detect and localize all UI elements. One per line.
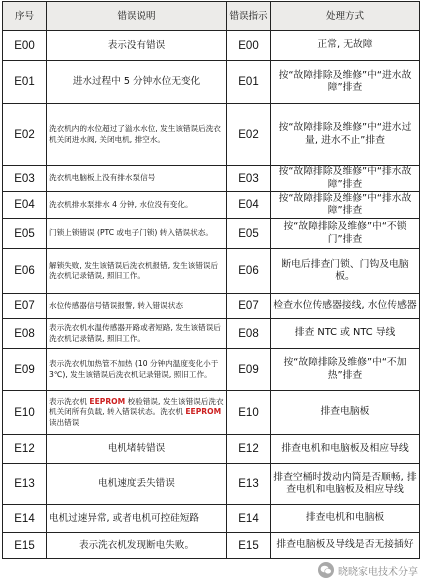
- row-action: 排查电脑板: [271, 391, 420, 435]
- row-code: E08: [3, 319, 47, 349]
- row-action: 按“故障排除及维修”中“不加热”排查: [271, 349, 420, 391]
- row-code: E13: [3, 464, 47, 505]
- row-code: E12: [3, 435, 47, 464]
- row-description: 表示没有错误: [47, 31, 227, 61]
- header-description: 错误说明: [47, 2, 227, 31]
- row-action: 断电后排查门锁、门钩及电脑板。: [271, 249, 420, 294]
- header-indicator: 错误指示: [227, 2, 271, 31]
- row-indicator: E08: [227, 319, 271, 349]
- row-indicator: E04: [227, 192, 271, 219]
- row-indicator: E15: [227, 533, 271, 559]
- wechat-icon: [318, 562, 334, 578]
- row-action: 排查空桶时拨动内筒是否顺畅, 排查电机和电脑板及相应导线: [271, 464, 420, 505]
- row-code: E05: [3, 219, 47, 249]
- row-code: E01: [3, 61, 47, 104]
- row-action: 检查水位传感器接线, 水位传感器: [271, 294, 420, 319]
- row-code: E02: [3, 104, 47, 166]
- row-description: 电机过速异常, 或者电机可控硅短路: [47, 505, 227, 533]
- row-code: E10: [3, 391, 47, 435]
- header-action: 处理方式: [271, 2, 420, 31]
- row-description: 进水过程中 5 分钟水位无变化: [47, 61, 227, 104]
- row-indicator: E02: [227, 104, 271, 166]
- row-action: 按“故障排除及维修”中“进水过量, 进水不止”排查: [271, 104, 420, 166]
- row-indicator: E05: [227, 219, 271, 249]
- row-description: 门锁上锁错误 (PTC 或电子门锁) 转入错误状态。: [47, 219, 227, 249]
- desc-text: 校验错误, 发生该错误后洗衣机关闭所有负载, 转入错误状态。洗衣机: [49, 397, 224, 417]
- header-index: 序号: [3, 2, 47, 31]
- table-row: [3, 505, 420, 533]
- row-code: E06: [3, 249, 47, 294]
- row-action: 排查电脑板及导线是否无接插好: [271, 533, 420, 559]
- table-row: [3, 533, 420, 559]
- desc-text: 读出错误: [49, 417, 80, 427]
- row-code: E15: [3, 533, 47, 559]
- row-action: 按“故障排除及维修”中“进水故障”排查: [271, 61, 420, 104]
- row-action: 排查电机和电脑板及相应导线: [271, 435, 420, 464]
- error-code-table: [2, 1, 420, 559]
- row-indicator: E03: [227, 166, 271, 192]
- desc-highlight: EEPROM: [89, 397, 126, 407]
- table-row: [3, 319, 420, 349]
- watermark-text: 晓晓家电技术分享: [338, 566, 418, 578]
- row-code: E09: [3, 349, 47, 391]
- row-description: 表示洗衣机发现断电失败。: [47, 533, 227, 559]
- row-indicator: E01: [227, 61, 271, 104]
- desc-highlight: EEPROM: [185, 407, 222, 417]
- row-action: 正常, 无故障: [271, 31, 420, 61]
- row-description: 解锁失败, 发生该错误后洗衣机报错, 发生该错误后洗衣机记录错误, 照旧工作。: [47, 249, 227, 294]
- row-code: E04: [3, 192, 47, 219]
- table-row: [3, 192, 420, 219]
- row-description: [47, 391, 227, 435]
- row-description: 洗衣机排水泵排水 4 分钟, 水位没有变化。: [47, 192, 227, 219]
- row-code: E00: [3, 31, 47, 61]
- table-row: [3, 249, 420, 294]
- row-action: 排查 NTC 或 NTC 导线: [271, 319, 420, 349]
- row-indicator: E09: [227, 349, 271, 391]
- row-action: 按“故障排除及维修”中“排水故障”排查: [271, 192, 420, 219]
- row-code: E14: [3, 505, 47, 533]
- row-indicator: E07: [227, 294, 271, 319]
- row-description: 电机堵转错误: [47, 435, 227, 464]
- table-row: [3, 349, 420, 391]
- row-indicator: E00: [227, 31, 271, 61]
- row-indicator: E14: [227, 505, 271, 533]
- row-description: 表示洗衣机加热管不加热 (10 分钟内温度变化小于 3℃), 发生该错误后洗衣机记录错误, 照旧工作。: [47, 349, 227, 391]
- table-row: [3, 61, 420, 104]
- table-row: [3, 294, 420, 319]
- row-description: 水位传感器信号错误报警, 转入错误状态: [47, 294, 227, 319]
- row-action: 按“故障排除及维修”中“不锁门”排查: [271, 219, 420, 249]
- row-indicator: E12: [227, 435, 271, 464]
- row-code: E03: [3, 166, 47, 192]
- row-description: 电机速度丢失错误: [47, 464, 227, 505]
- table-row: [3, 219, 420, 249]
- row-description: 洗衣机内的水位超过了溢水水位, 发生该错误后洗衣机关闭进水阀, 关闭电机, 排空水。: [47, 104, 227, 166]
- table-header-row: [3, 2, 420, 31]
- table-row: [3, 31, 420, 61]
- table-row: [3, 464, 420, 505]
- table-row: [3, 104, 420, 166]
- row-code: E07: [3, 294, 47, 319]
- watermark: [288, 559, 420, 581]
- row-description: 洗衣机电脑板上没有排水泵信号: [47, 166, 227, 192]
- row-indicator: E13: [227, 464, 271, 505]
- row-description: 表示洗衣机水温传感器开路或者短路, 发生该错误后洗衣机记录错误, 照旧工作。: [47, 319, 227, 349]
- table-row: [3, 391, 420, 435]
- row-action: 排查电机和电脑板: [271, 505, 420, 533]
- row-indicator: E10: [227, 391, 271, 435]
- table-row: [3, 435, 420, 464]
- row-action: 按“故障排除及维修”中“排水故障”排查: [271, 166, 420, 192]
- desc-text: 表示洗衣机: [49, 397, 90, 407]
- row-indicator: E06: [227, 249, 271, 294]
- table-row: [3, 166, 420, 192]
